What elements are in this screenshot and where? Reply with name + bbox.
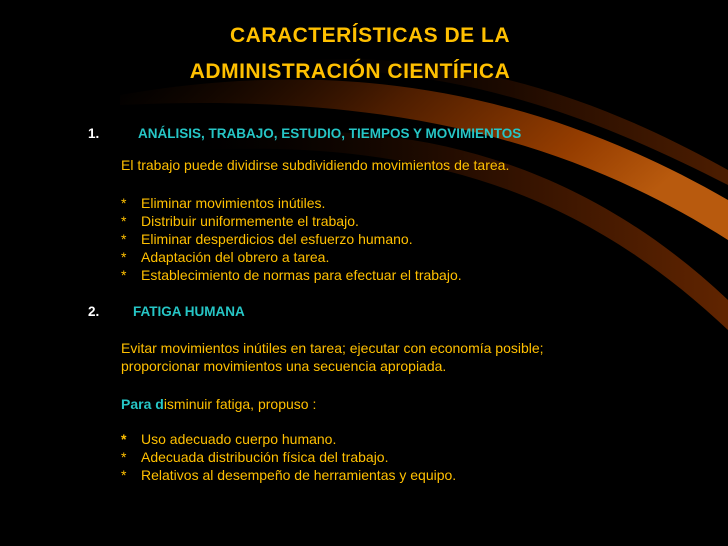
bullet-mark: *: [121, 267, 127, 283]
bullet-text: Eliminar desperdicios del esfuerzo humano.: [141, 231, 413, 247]
bullet-text: Distribuir uniformemente el trabajo.: [141, 213, 359, 229]
section-2-text-line-1: Evitar movimientos inútiles en tarea; ejecutar con economía posible;: [121, 340, 544, 356]
section-1-bullet: [121, 195, 325, 211]
bullet-text: Establecimiento de normas para efectuar el trabajo.: [141, 267, 462, 283]
section-1-bullet: [121, 231, 413, 247]
section-1-bullet: [121, 249, 329, 265]
bullet-mark: *: [121, 213, 127, 229]
bullet-text: Eliminar movimientos inútiles.: [141, 195, 326, 211]
section-2-bullet: [121, 431, 336, 447]
section-1-bullet: [121, 267, 462, 283]
bullet-mark: *: [121, 231, 127, 247]
title-line-1: CARACTERÍSTICAS DE LA: [229, 24, 510, 47]
bullet-mark: *: [121, 449, 127, 465]
bullet-mark: *: [121, 249, 127, 265]
section-2-bullet: [121, 449, 388, 465]
section-2-text-line-2: proporcionar movimientos una secuencia apropiada.: [121, 358, 447, 374]
bullet-text: Adecuada distribución física del trabajo.: [141, 449, 389, 465]
section-2-heading: FATIGA HUMANA: [133, 304, 245, 319]
bullet-mark: *: [121, 467, 127, 483]
bullet-mark: *: [121, 431, 127, 447]
bullet-text: Uso adecuado cuerpo humano.: [141, 431, 337, 447]
section-1-intro: El trabajo puede dividirse subdividiendo movimientos de tarea.: [121, 157, 510, 173]
highlight-text: Para d: [121, 396, 164, 412]
intro-rest: isminuir fatiga, propuso :: [163, 396, 317, 412]
section-2-number: 2.: [88, 304, 100, 319]
section-1-number: 1.: [88, 126, 100, 141]
section-2-bullet: [121, 467, 456, 483]
bullet-text: Relativos al desempeño de herramientas y equipo.: [141, 467, 457, 483]
section-1-heading: ANÁLISIS, TRABAJO, ESTUDIO, TIEMPOS Y MOVIMIENTOS: [138, 126, 522, 141]
title-line-2: ADMINISTRACIÓN CIENTÍFICA: [189, 60, 511, 83]
section-1-bullet: [121, 213, 359, 229]
bullet-mark: *: [121, 195, 127, 211]
bullet-text: Adaptación del obrero a tarea.: [141, 249, 330, 265]
section-2-intro: [121, 396, 316, 412]
